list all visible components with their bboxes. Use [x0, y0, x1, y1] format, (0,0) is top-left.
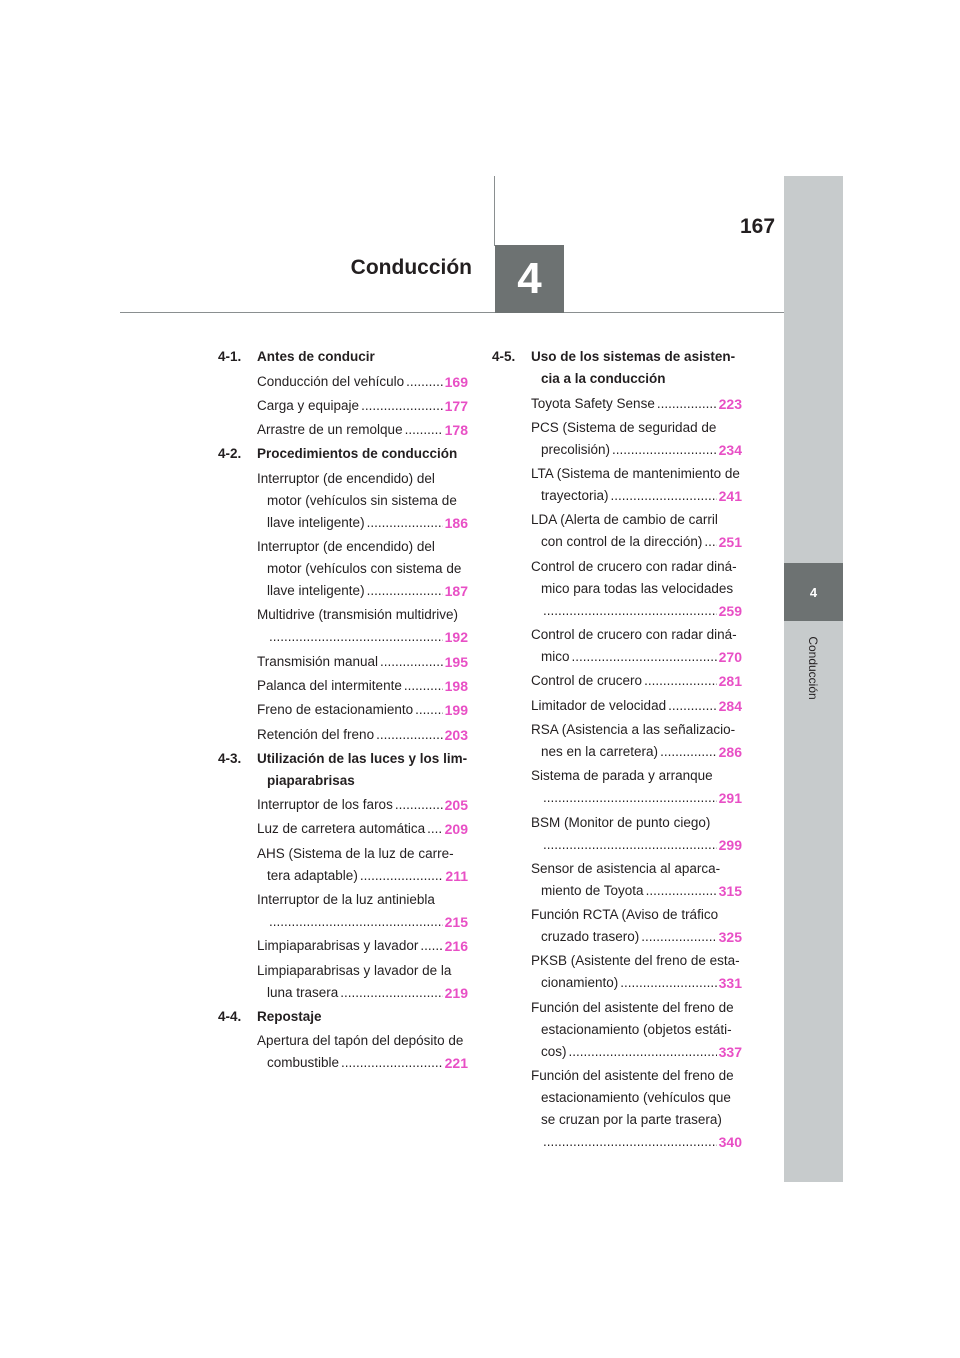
- toc-entry-last-line: [531, 880, 742, 902]
- toc-entry-title: [257, 818, 468, 840]
- toc-page-link[interactable]: 259: [718, 602, 742, 619]
- toc-section-title: Procedimientos de conducción: [257, 446, 458, 462]
- toc-entry-title: [531, 1065, 742, 1153]
- toc-column-left: [218, 344, 468, 1074]
- toc-entry-line: cos): [541, 1043, 567, 1059]
- toc-entry-line: LTA (Sistema de mantenimiento de: [531, 466, 740, 482]
- toc-entry-last-line: [531, 600, 742, 622]
- toc-entry-title: [531, 719, 742, 763]
- toc-leader-dots: [569, 1041, 717, 1063]
- toc-page-link[interactable]: 177: [444, 397, 468, 414]
- toc-entry-line: mico: [541, 649, 570, 665]
- toc-entry-last-line: [257, 911, 468, 933]
- toc-page-link[interactable]: 198: [444, 677, 468, 694]
- toc-entry-title: [531, 950, 742, 994]
- toc-page-link[interactable]: 241: [718, 488, 742, 505]
- toc-entry-last-line: [257, 1052, 468, 1074]
- toc-entry-line: precolisión): [541, 441, 611, 457]
- toc-entry-line: Función RCTA (Aviso de tráfico: [531, 907, 719, 923]
- toc-entry-title: [531, 670, 742, 692]
- toc-leader-dots: [415, 699, 443, 721]
- toc-entry-title: [257, 419, 468, 441]
- toc-entry-line: BSM (Monitor de punto ciego): [531, 814, 711, 830]
- toc-leader-dots: [543, 787, 717, 809]
- toc-entry-title: [257, 536, 468, 602]
- toc-entry-last-line: [257, 395, 468, 417]
- toc-entry-title: [531, 417, 742, 461]
- sidebar-chapter-tab[interactable]: 4: [784, 563, 843, 621]
- toc-leader-dots: [668, 695, 717, 717]
- toc-entry-last-line: [257, 512, 468, 534]
- toc-page-link[interactable]: 251: [718, 534, 742, 551]
- toc-entry-title: [531, 624, 742, 668]
- toc-entry[interactable]: [492, 950, 742, 994]
- toc-leader-dots: [367, 580, 443, 602]
- toc-entry-line: Conducción del vehículo: [257, 373, 405, 389]
- toc-entry-line: Carga y equipaje: [257, 397, 360, 413]
- chapter-number-box: 4: [495, 245, 564, 313]
- toc-entry-last-line: [531, 485, 742, 507]
- toc-entry-line: llave inteligente): [267, 583, 365, 599]
- toc-entry-line: estacionamiento (objetos estáti-: [541, 1021, 732, 1037]
- toc-leader-dots: [380, 651, 443, 673]
- toc-section-heading: [492, 346, 742, 390]
- toc-entry-title: [257, 843, 468, 887]
- toc-entry[interactable]: [218, 419, 468, 441]
- toc-entry-line: Retención del freno: [257, 726, 375, 742]
- toc-entry-last-line: [531, 972, 742, 994]
- toc-entry-title: [257, 371, 468, 393]
- toc-entry-line: miento de Toyota: [541, 882, 644, 898]
- toc-leader-dots: [646, 880, 717, 902]
- toc-section-heading: [218, 443, 468, 465]
- toc-entry-title: [257, 604, 468, 648]
- toc-entry-last-line: [531, 1131, 742, 1153]
- header-horizontal-rule: [120, 312, 784, 313]
- toc-section-heading: [218, 346, 468, 368]
- toc-entry-line: Luz de carretera automática: [257, 821, 426, 837]
- toc-entry-line: se cruzan por la parte trasera): [541, 1112, 722, 1128]
- toc-entry-line: PCS (Sistema de seguridad de: [531, 419, 717, 435]
- toc-leader-dots: [620, 972, 716, 994]
- toc-section-number: 4-5.: [492, 349, 516, 365]
- toc-entry-line: nes en la carretera): [541, 743, 659, 759]
- toc-page-link[interactable]: 223: [718, 395, 742, 412]
- toc-page-link[interactable]: 340: [718, 1134, 742, 1151]
- toc-page-link[interactable]: 187: [444, 583, 468, 600]
- toc-entry-line: trayectoria): [541, 488, 609, 504]
- toc-section-heading: [218, 748, 468, 792]
- toc-entry-line: Transmisión manual: [257, 653, 379, 669]
- toc-page-link[interactable]: 284: [718, 697, 742, 714]
- toc-page-link[interactable]: 203: [444, 726, 468, 743]
- toc-entry[interactable]: [492, 765, 742, 809]
- toc-leader-dots: [572, 646, 717, 668]
- toc-section-number: 4-4.: [218, 1008, 242, 1024]
- toc-entry-last-line: [257, 626, 468, 648]
- toc-entry-line: Limpiaparabrisas y lavador de la: [257, 962, 452, 978]
- toc-entry-last-line: [257, 794, 468, 816]
- toc-leader-dots: [376, 724, 443, 746]
- toc-entry[interactable]: [218, 794, 468, 816]
- toc-entry-title: [257, 651, 468, 673]
- toc-page-link[interactable]: 286: [718, 743, 742, 760]
- toc-leader-dots: [420, 935, 442, 957]
- toc-page-link[interactable]: 221: [444, 1055, 468, 1072]
- toc-entry-line: mico para todas las velocidades: [541, 580, 734, 596]
- toc-entry[interactable]: [492, 695, 742, 717]
- toc-entry[interactable]: [492, 463, 742, 507]
- toc-leader-dots: [269, 911, 443, 933]
- toc-entry-last-line: [531, 670, 742, 692]
- toc-entry-last-line: [257, 865, 468, 887]
- toc-entry-title: [257, 675, 468, 697]
- toc-entry-line: LDA (Alerta de cambio de carril: [531, 512, 718, 528]
- toc-entry-title: [257, 935, 468, 957]
- toc-entry-line: Función del asistente del freno de: [531, 999, 734, 1015]
- toc-page-link[interactable]: 270: [718, 649, 742, 666]
- toc-entry-line: Apertura del tapón del depósito de: [257, 1033, 464, 1049]
- toc-page-link[interactable]: 215: [444, 914, 468, 931]
- toc-entry-last-line: [257, 982, 468, 1004]
- toc-entry-last-line: [531, 1041, 742, 1063]
- toc-entry-line: motor (vehículos sin sistema de: [267, 492, 457, 508]
- toc-leader-dots: [543, 600, 717, 622]
- toc-page-link[interactable]: 178: [444, 422, 468, 439]
- toc-entry[interactable]: [218, 960, 468, 1004]
- toc-entry-line: estacionamiento (vehículos que: [541, 1090, 731, 1106]
- toc-entry[interactable]: [492, 624, 742, 668]
- toc-entry-title: [257, 1030, 468, 1074]
- toc-leader-dots: [404, 675, 443, 697]
- toc-entry-line: Freno de estacionamiento: [257, 702, 414, 718]
- toc-leader-dots: [427, 818, 443, 840]
- toc-entry-title: [531, 509, 742, 553]
- toc-entry[interactable]: [218, 651, 468, 673]
- toc-entry-last-line: [531, 393, 742, 415]
- toc-page-link[interactable]: 199: [444, 702, 468, 719]
- toc-entry-last-line: [257, 419, 468, 441]
- toc-leader-dots: [405, 419, 443, 441]
- toc-page-link[interactable]: 291: [718, 790, 742, 807]
- toc-page-link[interactable]: 205: [444, 797, 468, 814]
- toc-entry-line: Multidrive (transmisión multidrive): [257, 607, 459, 623]
- toc-entry[interactable]: [492, 509, 742, 553]
- toc-leader-dots: [269, 626, 443, 648]
- toc-entry[interactable]: [218, 1030, 468, 1074]
- toc-entry[interactable]: [492, 997, 742, 1063]
- toc-leader-dots: [395, 794, 443, 816]
- toc-entry-title: [257, 724, 468, 746]
- toc-entry[interactable]: [492, 858, 742, 902]
- toc-leader-dots: [406, 371, 443, 393]
- toc-column-right: [492, 344, 742, 1153]
- toc-entry-last-line: [531, 695, 742, 717]
- page-number: 167: [740, 215, 776, 238]
- toc-entry-last-line: [531, 787, 742, 809]
- toc-entry[interactable]: [218, 675, 468, 697]
- toc-page-link[interactable]: 211: [445, 867, 468, 884]
- toc-section-title: Utilización de las luces y los lim-piaparabrisas: [257, 750, 468, 788]
- toc-entry[interactable]: [218, 468, 468, 534]
- toc-leader-dots: [361, 395, 443, 417]
- toc-entry-line: Interruptor (de encendido) del: [257, 539, 435, 555]
- toc-entry[interactable]: [492, 417, 742, 461]
- toc-entry[interactable]: [492, 556, 742, 622]
- toc-leader-dots: [340, 982, 442, 1004]
- toc-entry-line: Sistema de parada y arranque: [531, 768, 713, 784]
- toc-entry-title: [531, 765, 742, 809]
- toc-section-number: 4-2.: [218, 446, 242, 462]
- toc-entry-line: Control de crucero con radar diná-: [531, 558, 737, 574]
- toc-entry[interactable]: [218, 395, 468, 417]
- toc-entry-title: [531, 695, 742, 717]
- toc-entry-line: Función del asistente del freno de: [531, 1068, 734, 1084]
- toc-entry-title: [531, 812, 742, 856]
- toc-page-link[interactable]: 337: [718, 1043, 742, 1060]
- toc-entry-line: llave inteligente): [267, 514, 365, 530]
- toc-leader-dots: [367, 512, 443, 534]
- toc-entry-line: tera adaptable): [267, 867, 358, 883]
- toc-page-link[interactable]: 192: [444, 629, 468, 646]
- toc-entry[interactable]: [218, 371, 468, 393]
- toc-page-link[interactable]: 186: [444, 514, 468, 531]
- toc-page-link[interactable]: 209: [444, 821, 468, 838]
- toc-section-title: Antes de conducir: [257, 349, 375, 365]
- toc-entry-line: Control de crucero: [531, 673, 643, 689]
- toc-page-link[interactable]: 325: [718, 929, 742, 946]
- toc-entry-last-line: [531, 741, 742, 763]
- toc-entry-line: Interruptor (de encendido) del: [257, 470, 435, 486]
- toc-page-link[interactable]: 299: [718, 836, 742, 853]
- toc-entry-line: Palanca del intermitente: [257, 677, 402, 693]
- toc-entry-last-line: [531, 531, 742, 553]
- toc-entry-last-line: [531, 834, 742, 856]
- toc-entry[interactable]: [492, 670, 742, 692]
- toc-section-heading: [218, 1006, 468, 1028]
- toc-entry-title: [257, 889, 468, 933]
- toc-leader-dots: [644, 670, 717, 692]
- toc-entry-title: [531, 997, 742, 1063]
- toc-entry-line: Interruptor de la luz antiniebla: [257, 892, 435, 908]
- toc-entry-last-line: [531, 646, 742, 668]
- toc-page-link[interactable]: 219: [444, 984, 468, 1001]
- header-vertical-rule: [494, 176, 495, 246]
- toc-entry-last-line: [531, 926, 742, 948]
- toc-leader-dots: [612, 439, 717, 461]
- toc-entry[interactable]: [218, 843, 468, 887]
- toc-section-number: 4-1.: [218, 349, 242, 365]
- toc-entry[interactable]: [492, 812, 742, 856]
- toc-leader-dots: [341, 1052, 443, 1074]
- toc-entry-line: Limitador de velocidad: [531, 697, 667, 713]
- toc-entry-title: [531, 556, 742, 622]
- toc-entry-line: Control de crucero con radar diná-: [531, 627, 737, 643]
- toc-entry-title: [257, 699, 468, 721]
- toc-entry-line: Limpiaparabrisas y lavador: [257, 938, 419, 954]
- toc-entry-title: [257, 794, 468, 816]
- toc-entry[interactable]: [218, 935, 468, 957]
- toc-entry-last-line: [257, 675, 468, 697]
- toc-leader-dots: [611, 485, 717, 507]
- toc-entry[interactable]: [218, 724, 468, 746]
- toc-section-title: Uso de los sistemas de asisten-cia a la conducción: [531, 349, 736, 387]
- toc-entry[interactable]: [218, 604, 468, 648]
- toc-entry-last-line: [257, 651, 468, 673]
- toc-entry-title: [531, 463, 742, 507]
- toc-leader-dots: [543, 834, 717, 856]
- toc-entry-last-line: [257, 699, 468, 721]
- toc-entry-last-line: [257, 580, 468, 602]
- toc-entry[interactable]: [492, 1065, 742, 1153]
- toc-entry[interactable]: [218, 818, 468, 840]
- toc-page-link[interactable]: 195: [444, 653, 468, 670]
- toc-leader-dots: [704, 531, 716, 553]
- toc-entry-last-line: [531, 439, 742, 461]
- toc-entry-last-line: [257, 935, 468, 957]
- toc-section-title: Repostaje: [257, 1008, 322, 1024]
- toc-entry-last-line: [257, 724, 468, 746]
- toc-entry[interactable]: [492, 904, 742, 948]
- toc-entry-title: [531, 393, 742, 415]
- toc-entry-line: combustible: [267, 1055, 340, 1071]
- toc-entry-title: [257, 960, 468, 1004]
- toc-entry-line: PKSB (Asistente del freno de esta-: [531, 953, 740, 969]
- toc-entry-title: [257, 395, 468, 417]
- toc-section-number: 4-3.: [218, 750, 242, 766]
- toc-entry-line: AHS (Sistema de la luz de carre-: [257, 845, 454, 861]
- toc-page-link[interactable]: 216: [444, 938, 468, 955]
- toc-entry-title: [257, 468, 468, 534]
- toc-entry-line: Interruptor de los faros: [257, 797, 393, 813]
- toc-entry-line: con control de la dirección): [541, 534, 703, 550]
- toc-leader-dots: [360, 865, 444, 887]
- toc-entry-line: motor (vehículos con sistema de: [267, 561, 462, 577]
- page-title: Conducción: [350, 256, 472, 279]
- toc-entry-line: cruzado trasero): [541, 929, 640, 945]
- toc-page-link[interactable]: 315: [718, 882, 742, 899]
- toc-entry-line: RSA (Asistencia a las señalizacio-: [531, 721, 736, 737]
- toc-entry[interactable]: [218, 699, 468, 721]
- toc-entry-line: cionamiento): [541, 975, 619, 991]
- sidebar-chapter-label: Conducción: [806, 636, 820, 700]
- toc-entry-line: Toyota Safety Sense: [531, 395, 655, 411]
- toc-leader-dots: [657, 393, 717, 415]
- toc-entry-line: Sensor de asistencia al aparca-: [531, 860, 721, 876]
- toc-entry-line: Arrastre de un remolque: [257, 422, 403, 438]
- toc-entry[interactable]: [218, 889, 468, 933]
- toc-entry-last-line: [257, 818, 468, 840]
- toc-entry[interactable]: [218, 536, 468, 602]
- toc-page-link[interactable]: 169: [444, 373, 468, 390]
- toc-entry[interactable]: [492, 393, 742, 415]
- toc-page-link[interactable]: 281: [718, 673, 742, 690]
- toc-leader-dots: [660, 741, 717, 763]
- toc-leader-dots: [543, 1131, 717, 1153]
- toc-entry-title: [531, 904, 742, 948]
- toc-leader-dots: [641, 926, 716, 948]
- toc-entry-line: luna trasera: [267, 984, 339, 1000]
- toc-entry[interactable]: [492, 719, 742, 763]
- toc-page-link[interactable]: 234: [718, 441, 742, 458]
- toc-entry-title: [531, 858, 742, 902]
- toc-entry-last-line: [257, 371, 468, 393]
- toc-page-link[interactable]: 331: [718, 975, 742, 992]
